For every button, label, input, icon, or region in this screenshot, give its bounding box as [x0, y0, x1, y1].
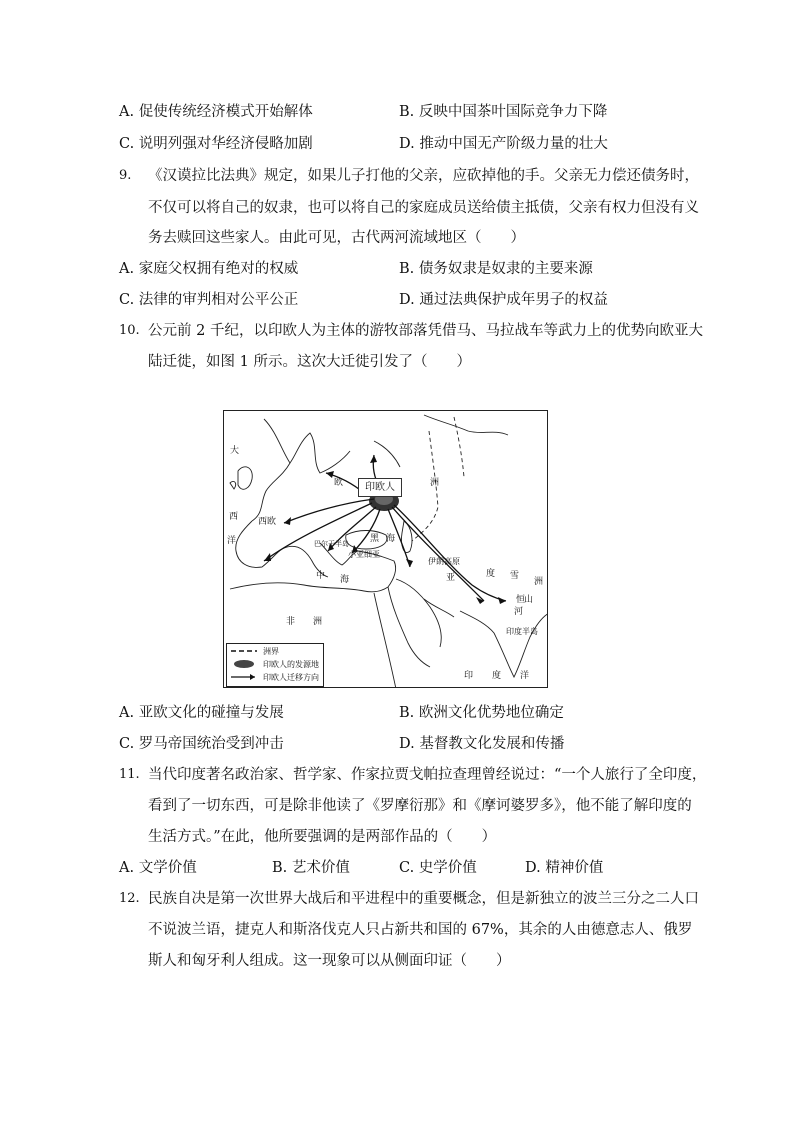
map-label-asia-minor: 小亚细亚 — [348, 550, 380, 559]
map-label-zhong: 中 — [316, 571, 326, 581]
q10-stem-line-1: 公元前 2 千纪，以印欧人为主体的游牧部落凭借马、马拉战车等武力上的优势向欧亚大 — [148, 323, 703, 339]
map-label-xi: 西 — [229, 512, 239, 522]
map-label-balkans: 巴尔干半岛 — [314, 540, 349, 548]
q9-number: 9. — [119, 168, 132, 183]
map-label-iranian-plateau: 伊朗高原 — [428, 557, 460, 566]
q9-stem-line-1: 《汉谟拉比法典》规定，如果儿子打他的父亲，应砍掉他的手。父亲无力偿还债务时， — [148, 168, 699, 184]
q8-option-b: B. 反映中国茶叶国际竞争力下降 — [399, 104, 608, 120]
map-label-black: 黑 — [370, 534, 380, 544]
map-legend — [226, 643, 324, 687]
map-label-hai: 海 — [340, 575, 350, 585]
q11-option-b: B. 艺术价值 — [272, 860, 350, 876]
map-label-du: 度 — [492, 671, 502, 681]
q10-stem-line-2: 陆迁徙，如图 1 所示。这次大迁徙引发了（ ） — [148, 354, 471, 370]
map-callout-indo-europeans: 印欧人 — [358, 478, 402, 497]
map-label-ya: 亚 — [446, 573, 456, 583]
migration-map — [223, 410, 548, 688]
q11-stem-line-2: 看到了一切东西，可是除非他读了《罗摩衍那》和《摩诃婆罗多》，他不能了解印度的 — [148, 798, 692, 814]
q9-option-d: D. 通过法典保护成年男子的权益 — [399, 292, 608, 308]
q12-number: 12. — [119, 891, 140, 906]
map-label-yin: 印 — [464, 671, 474, 681]
q10-option-d: D. 基督教文化发展和传播 — [399, 736, 565, 752]
map-label-yang2: 洋 — [520, 671, 530, 681]
q10-option-b: B. 欧洲文化优势地位确定 — [399, 705, 564, 721]
map-label-shan: 山 — [524, 595, 534, 605]
map-label-ou: 欧 — [334, 478, 344, 488]
q9-stem-line-2: 不仅可以将自己的奴隶，也可以将自己的家庭成员送给债主抵债，父亲有权力但没有义 — [148, 200, 699, 216]
map-label-ganges: 恒 — [516, 595, 526, 605]
q9-option-b: B. 债务奴隶是奴隶的主要来源 — [399, 261, 593, 277]
q11-option-d: D. 精神价值 — [525, 860, 604, 876]
legend-origin: 印欧人的发源地 — [263, 660, 319, 669]
map-label-zhou2: 洲 — [534, 577, 544, 587]
map-label-western-europe: 西欧 — [258, 517, 277, 527]
map-label-xue: 雪 — [510, 571, 520, 581]
map-label-he: 河 — [514, 607, 524, 617]
q8-option-d: D. 推动中国无产阶级力量的壮大 — [399, 136, 608, 152]
q12-stem-line-3: 斯人和匈牙利人组成。这一现象可以从侧面印证（ ） — [148, 953, 511, 969]
map-label-da: 大 — [230, 446, 240, 456]
map-label-black-sea: 海 — [386, 534, 396, 544]
map-label-africa: 非 洲 — [286, 617, 323, 627]
q10-option-a: A. 亚欧文化的碰撞与发展 — [119, 705, 284, 721]
q10-number: 10. — [119, 323, 140, 338]
q8-option-a: A. 促使传统经济模式开始解体 — [119, 104, 313, 120]
q8-option-c: C. 说明列强对华经济侵略加剧 — [119, 136, 313, 152]
q9-stem-line-3: 务去赎回这些家人。由此可见，古代两河流域地区（ ） — [148, 230, 525, 246]
q11-stem-line-1: 当代印度著名政治家、哲学家、作家拉贾戈帕拉查理曾经说过：“一个人旅行了全印度， — [148, 767, 707, 783]
q9-option-c: C. 法律的审判相对公平公正 — [119, 292, 299, 308]
q11-stem-line-3: 生活方式。”在此，他所要强调的是两部作品的（ ） — [148, 829, 497, 845]
map-label-yang: 洋 — [227, 536, 237, 546]
q11-option-a: A. 文学价值 — [119, 860, 197, 876]
map-label-zhou: 洲 — [430, 478, 440, 488]
q12-stem-line-2: 不说波兰语，捷克人和斯洛伐克人只占新共和国的 67%，其余的人由德意志人、俄罗 — [148, 922, 693, 938]
q11-option-c: C. 史学价值 — [399, 860, 477, 876]
q10-option-c: C. 罗马帝国统治受到冲击 — [119, 736, 284, 752]
q12-stem-line-1: 民族自决是第一次世界大战后和平进程中的重要概念，但是新独立的波兰三分之二人口 — [148, 891, 699, 907]
legend-migration-direction: 印欧人迁移方向 — [263, 673, 319, 682]
q11-number: 11. — [119, 767, 140, 782]
map-label-indian-peninsula: 印度半岛 — [506, 627, 538, 636]
q9-option-a: A. 家庭父权拥有绝对的权威 — [119, 261, 299, 277]
legend-continent-boundary: 洲界 — [263, 647, 279, 656]
map-label-indus: 度 — [486, 569, 496, 579]
